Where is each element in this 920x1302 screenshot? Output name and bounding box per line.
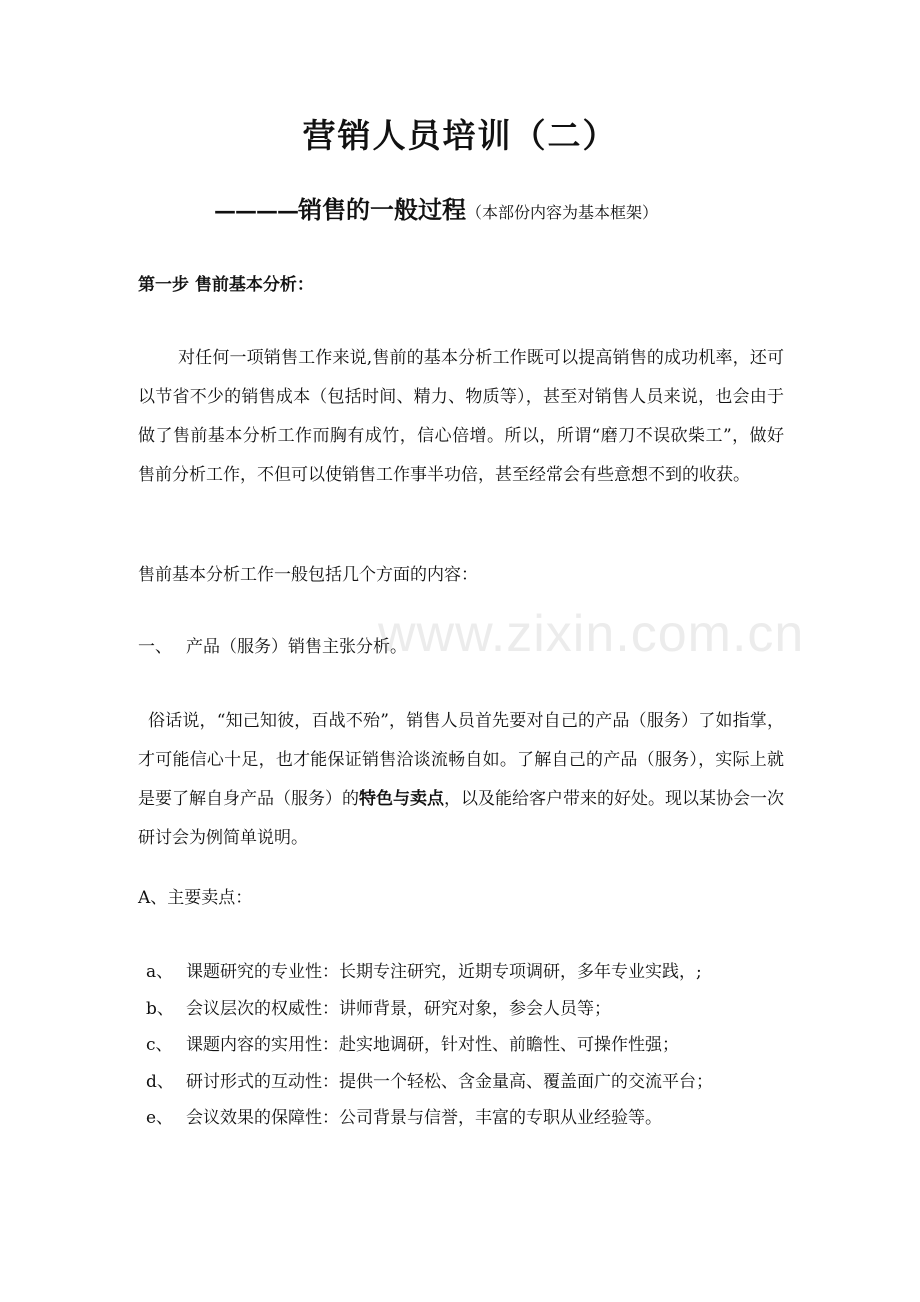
paragraph-2-bold: 特色与卖点 — [359, 789, 444, 809]
subtitle-dash: ———— — [214, 198, 298, 224]
list-text: 会议效果的保障性：公司背景与信誉，丰富的专职从业经验等。 — [186, 1108, 662, 1128]
list-marker: b、 — [146, 998, 174, 1019]
step1-heading: 第一步 售前基本分析： — [138, 275, 314, 295]
watermark: www.zixin.com.cn — [378, 605, 805, 663]
list-text: 课题研究的专业性：长期专注研究，近期专项调研，多年专业实践，; — [186, 962, 702, 982]
list-marker: c、 — [146, 1035, 173, 1055]
document-subtitle — [214, 190, 658, 230]
subtitle-note: （本部份内容为基本框架） — [466, 203, 659, 222]
intro-line: 售前基本分析工作一般包括几个方面的内容： — [138, 565, 478, 585]
list-item — [146, 1100, 713, 1137]
list-item — [146, 954, 713, 991]
list-item — [146, 1027, 713, 1064]
list-item — [146, 991, 713, 1028]
list-marker: e、 — [146, 1108, 174, 1128]
paragraph-2 — [138, 702, 784, 858]
subtitle-main: 销售的一般过程 — [298, 195, 466, 224]
item-1-heading — [138, 634, 407, 660]
list-item — [146, 1064, 713, 1101]
list-marker: d、 — [146, 1071, 174, 1092]
document-title: 营销人员培训（二） — [302, 116, 618, 155]
item-1-number: 一、 — [138, 637, 172, 657]
paragraph-1: 对任何一项销售工作来说,售前的基本分析工作既可以提高销售的成功机率，还可以节省不少的销售成本（包括时间、精力、物质等），甚至对销售人员来说，也会由于做了售前基本分析工作而胸有成竹，信心倍增。所以，所谓“磨刀不误砍柴工”，做好售前分析工作，不但可以使销售工作事半功倍，甚至经常会有些意想不到的收获。 — [138, 348, 784, 485]
paragraph-2-pre: 俗话说，“知己知彼，百战不殆”，销售人员首先要对自己的产品（服务）了如指掌，才可能信心十足，也才能保证销售洽谈流畅自如。了解自己的产品（服务），实际上就是要了解自身产品（服务）的 — [138, 711, 784, 809]
section-a-heading: A、主要卖点： — [138, 888, 253, 908]
selling-points-list — [146, 954, 713, 1137]
item-1-text: 产品（服务）销售主张分析。 — [186, 637, 407, 657]
list-text: 研讨形式的互动性：提供一个轻松、含金量高、覆盖面广的交流平台； — [186, 1071, 713, 1092]
list-text: 会议层次的权威性：讲师背景，研究对象，参会人员等； — [186, 998, 611, 1019]
list-text: 课题内容的实用性：赴实地调研，针对性、前瞻性、可操作性强； — [186, 1035, 679, 1055]
list-marker: a、 — [146, 962, 174, 982]
paragraph-2-post: ，以及能给客户带来的好处。现以某协会一次研讨会为例简单说明。 — [138, 789, 784, 848]
